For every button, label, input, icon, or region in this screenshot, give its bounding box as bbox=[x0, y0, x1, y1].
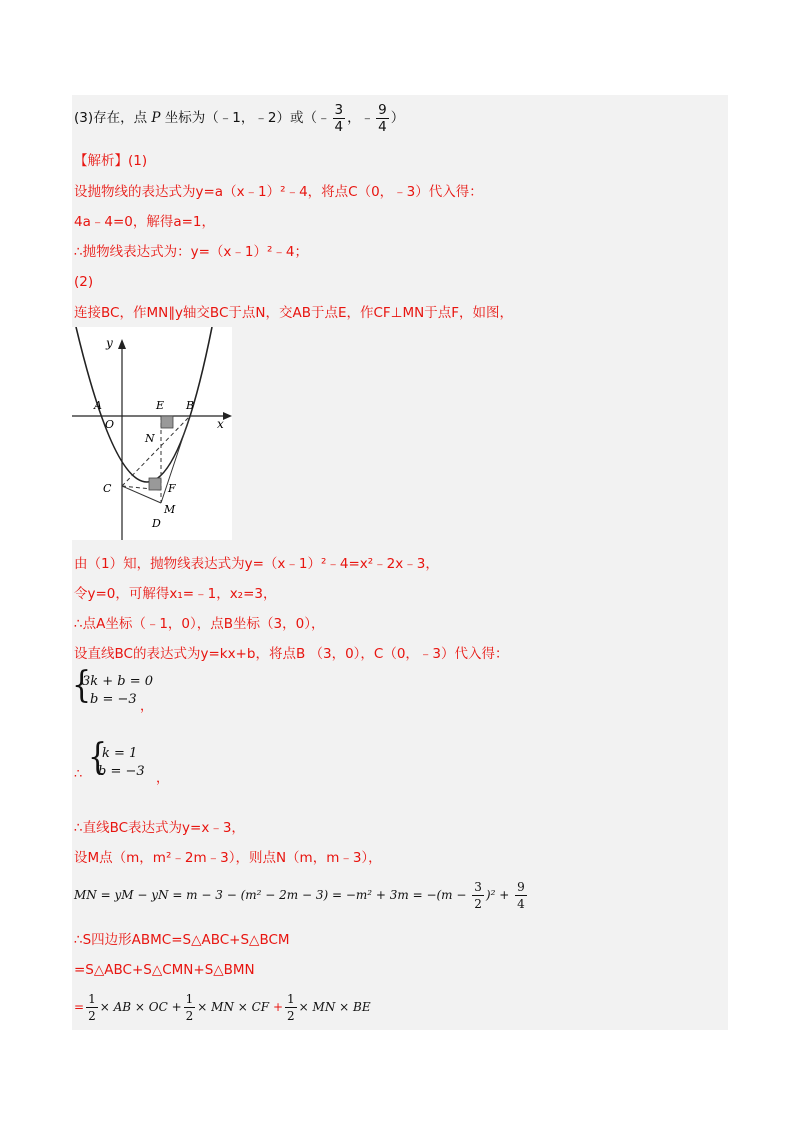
area-term-2: × MN × CF bbox=[197, 1000, 270, 1014]
fraction-9-4: $\frac{9}{4}$ bbox=[378, 101, 387, 135]
mn-equation-main: MN = yM − yN = m − 3 − (m² − 2m − 3) = −m² + 3m = −(m − bbox=[74, 888, 471, 902]
fraction-half-3: $\frac{1}{2}$ bbox=[287, 992, 295, 1023]
label-n: N bbox=[145, 432, 155, 445]
mn-equation-mid: )² + bbox=[485, 888, 514, 902]
analysis-line-3: ∴抛物线表达式为：y=（x﹣1）²﹣4； bbox=[74, 244, 308, 260]
system1-row2: b = −3 bbox=[90, 692, 137, 707]
analysis-line-1: 设抛物线的表达式为y=a（x﹣1）²﹣4，将点C（0，﹣3）代入得： bbox=[74, 184, 483, 200]
system2-comma: ， bbox=[156, 771, 170, 786]
system1-row1: 3k + b = 0 bbox=[82, 674, 154, 689]
solution-line-4: 设直线BC的表达式为y=kx+b，将点B （3，0），C（0，﹣3）代入得： bbox=[74, 646, 509, 662]
analysis-line-2: 4a﹣4=0，解得a=1， bbox=[74, 214, 216, 230]
area-equals: = bbox=[74, 1000, 85, 1014]
fraction-half-2: $\frac{1}{2}$ bbox=[185, 992, 194, 1023]
equation-system-2: ∴ { k = 1 b = −3 ， bbox=[74, 736, 170, 786]
solution-line-2: 令y=0，可解得x₁=﹣1，x₂=3， bbox=[74, 586, 277, 602]
system2-row1: k = 1 bbox=[102, 746, 138, 761]
x-axis-arrow-icon bbox=[223, 412, 232, 420]
label-y: y bbox=[106, 336, 113, 350]
y-axis-arrow-icon bbox=[118, 339, 126, 349]
solution-line-6: 设M点（m，m²﹣2m﹣3），则点N（m，m﹣3）， bbox=[74, 850, 382, 866]
parabola-figure bbox=[72, 327, 232, 540]
part3-coord: 坐标为（﹣1，﹣2）或（﹣ bbox=[160, 110, 331, 126]
label-a: A bbox=[94, 399, 102, 412]
line-bc bbox=[122, 416, 190, 486]
parabola-diagram bbox=[72, 327, 232, 540]
fraction-3-2: $\frac{3}{2}$ bbox=[474, 880, 482, 911]
part3-answer bbox=[74, 101, 404, 135]
part3-comma: ，﹣ bbox=[347, 110, 375, 126]
area-plus: + bbox=[272, 1000, 284, 1014]
area-line-1: ∴S四边形ABMC=S△ABC+S△BCM bbox=[74, 932, 290, 948]
fraction-3-4: $\frac{3}{4}$ bbox=[334, 101, 344, 135]
fraction-half-1: $\frac{1}{2}$ bbox=[88, 992, 96, 1023]
analysis-line-4: (2) bbox=[74, 274, 94, 290]
label-d: D bbox=[152, 517, 161, 530]
analysis-line-5: 连接BC，作MN∥y轴交BC于点N，交AB于点E，作CF⊥MN于点F，如图， bbox=[74, 305, 513, 321]
label-o: O bbox=[105, 418, 115, 431]
label-c: C bbox=[103, 482, 112, 495]
part3-lead: (3)存在，点 bbox=[74, 110, 152, 126]
point-p: P bbox=[151, 110, 161, 126]
area-term-1: × AB × OC + bbox=[99, 1000, 182, 1014]
area-line-2: =S△ABC+S△CMN+S△BMN bbox=[74, 962, 255, 978]
label-f: F bbox=[168, 482, 176, 495]
label-e: E bbox=[156, 399, 165, 412]
solution-line-1: 由（1）知，抛物线表达式为y=（x﹣1）²﹣4=x²﹣2x﹣3， bbox=[74, 556, 439, 572]
right-angle-f bbox=[149, 478, 161, 490]
system1-comma: ， bbox=[140, 699, 154, 714]
area-line-3 bbox=[74, 990, 371, 1024]
label-m: M bbox=[164, 503, 176, 516]
area-term-3: × MN × BE bbox=[298, 1000, 371, 1014]
solution-line-3: ∴点A坐标（﹣1，0），点B坐标（3，0）， bbox=[74, 616, 325, 632]
therefore-symbol: ∴ bbox=[74, 767, 83, 782]
right-angle-e bbox=[161, 416, 173, 428]
equation-system-1: { 3k + b = 0 b = −3 ， bbox=[72, 664, 154, 714]
label-x: x bbox=[217, 417, 224, 431]
system2-row2: b = −3 bbox=[98, 764, 145, 779]
label-b: B bbox=[186, 399, 195, 412]
analysis-label: 【解析】(1) bbox=[74, 153, 148, 169]
mn-equation bbox=[74, 878, 529, 912]
fraction-9-4-mn: $\frac{9}{4}$ bbox=[517, 880, 525, 911]
solution-line-5: ∴直线BC表达式为y=x﹣3， bbox=[74, 820, 245, 836]
part3-close: ） bbox=[390, 110, 405, 126]
